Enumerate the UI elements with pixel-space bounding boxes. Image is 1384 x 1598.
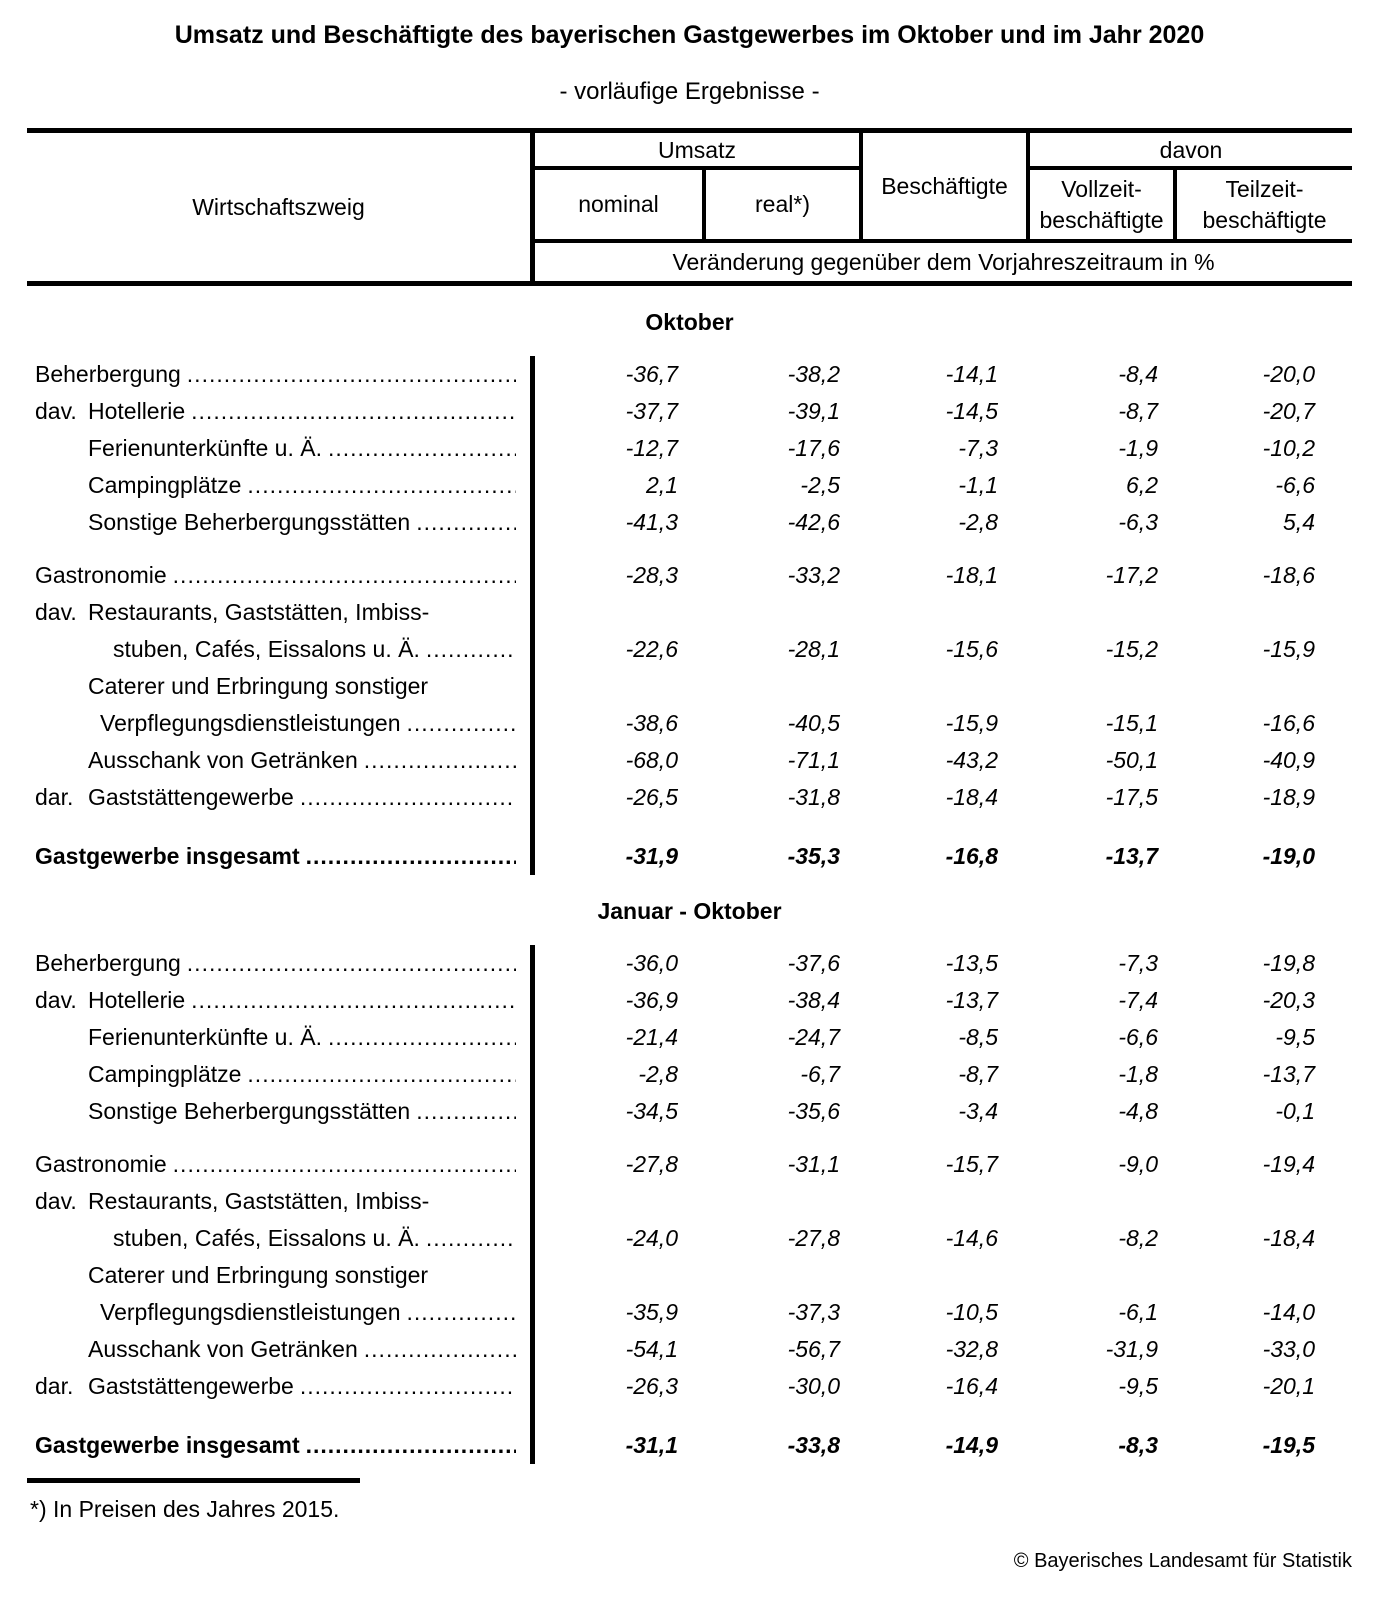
dot-leader: [300, 1368, 516, 1405]
value-cell-empty: [860, 1183, 1028, 1220]
value-cell: -24,7: [787, 1024, 840, 1050]
value-cell: -6,7: [800, 1061, 840, 1087]
value-cell: -17,2: [1105, 562, 1158, 588]
value-cell: -35,9: [625, 1299, 678, 1325]
value-cell: -7,3: [958, 435, 998, 461]
column-header-vollzeit: [1030, 170, 1173, 239]
row-label: Caterer und Erbringung sonstiger: [88, 1262, 429, 1288]
value-cell-empty: [530, 1183, 702, 1220]
dot-leader: [364, 742, 516, 779]
value-cell: -27,8: [787, 1225, 840, 1251]
table-row: [27, 504, 1352, 541]
value-cell: -36,0: [625, 950, 678, 976]
value-cell: -31,1: [625, 1432, 678, 1458]
value-cell: -35,3: [787, 843, 840, 869]
value-cell: -12,7: [625, 435, 678, 461]
column-header-teilzeit: [1177, 170, 1352, 239]
row-label: Beherbergung: [35, 950, 181, 976]
value-cell: -24,0: [625, 1225, 678, 1251]
page-title: Umsatz und Beschäftigte des bayerischen Gastgewerbes im Oktober und im Jahr 2020: [174, 21, 1205, 49]
table-row: [27, 356, 1352, 393]
value-cell: -33,0: [1262, 1336, 1315, 1362]
row-label: Ausschank von Getränken: [88, 747, 358, 773]
row-line: [27, 504, 1352, 541]
dot-leader: [191, 393, 516, 430]
row-label: Gastgewerbe insgesamt: [35, 1432, 300, 1458]
dot-leader: [306, 838, 516, 875]
value-cell: -6,6: [1275, 472, 1315, 498]
value-cell-empty: [530, 1257, 702, 1294]
row-label: Ausschank von Getränken: [88, 1336, 358, 1362]
row-label: Gastgewerbe insgesamt: [35, 843, 300, 869]
value-cell-empty: [860, 668, 1028, 705]
label-cell: [27, 982, 530, 1019]
label-cell: [27, 504, 530, 541]
value-cell: -8,4: [1118, 361, 1158, 387]
label-cell: [27, 1183, 530, 1220]
dot-leader: [407, 705, 516, 742]
row-line: [27, 1427, 1352, 1464]
copyright: © Bayerisches Landesamt für Statistik: [1013, 1550, 1352, 1572]
value-cell-empty: [530, 668, 702, 705]
value-cell: -13,7: [1105, 843, 1158, 869]
value-cell: -19,8: [1262, 950, 1315, 976]
value-cell: -18,1: [945, 562, 998, 588]
value-cell: -2,5: [800, 472, 840, 498]
value-cell: -33,2: [787, 562, 840, 588]
label-cell: [27, 1146, 530, 1183]
value-cell: -1,1: [958, 472, 998, 498]
value-cell: -16,4: [945, 1373, 998, 1399]
section-heading: Oktober: [645, 309, 734, 335]
value-cell-empty: [530, 594, 702, 631]
table-row: [27, 1183, 1352, 1257]
value-cell: -0,1: [1275, 1098, 1315, 1124]
value-cell: -18,9: [1262, 784, 1315, 810]
value-cell: -20,0: [1262, 361, 1315, 387]
value-cell: -18,4: [945, 784, 998, 810]
value-cell: -15,6: [945, 636, 998, 662]
dot-leader: [187, 356, 516, 393]
value-cell: -16,6: [1262, 710, 1315, 736]
value-cell: -31,8: [787, 784, 840, 810]
value-cell-empty: [702, 668, 860, 705]
row-line: [27, 1183, 1352, 1220]
label-cell: [27, 1331, 530, 1368]
value-cell: -14,9: [945, 1432, 998, 1458]
row-prefix: dav.: [35, 398, 77, 424]
value-cell: -31,9: [1105, 1336, 1158, 1362]
label-cell: [27, 1093, 530, 1130]
row-label: Caterer und Erbringung sonstiger: [88, 673, 429, 699]
page-subtitle: - vorläufige Ergebnisse -: [559, 78, 820, 105]
label-cell: [27, 467, 530, 504]
value-cell: -27,8: [625, 1151, 678, 1177]
value-cell-empty: [702, 1257, 860, 1294]
value-cell: -14,1: [945, 361, 998, 387]
dot-leader: [416, 504, 516, 541]
table-header: [27, 128, 1352, 286]
label-cell: [27, 945, 530, 982]
row-line: [27, 631, 1352, 668]
row-label: Sonstige Beherbergungsstätten: [88, 509, 411, 535]
row-label: Hotellerie: [88, 398, 186, 424]
table-row: [27, 594, 1352, 668]
dot-leader: [173, 557, 516, 594]
label-cell: [27, 1427, 530, 1464]
row-line: [27, 982, 1352, 1019]
row-prefix: dar.: [35, 1373, 74, 1399]
value-cell: -28,3: [625, 562, 678, 588]
row-label: Hotellerie: [88, 987, 186, 1013]
row-line: [27, 356, 1352, 393]
value-cell: -19,0: [1262, 843, 1315, 869]
value-cell: -26,3: [625, 1373, 678, 1399]
value-cell: -38,4: [787, 987, 840, 1013]
row-label: Sonstige Beherbergungsstätten: [88, 1098, 411, 1124]
value-cell-empty: [860, 594, 1028, 631]
row-line: [27, 1093, 1352, 1130]
section-rows: [27, 356, 1352, 875]
value-cell: -22,6: [625, 636, 678, 662]
row-prefix: dav.: [35, 1188, 77, 1214]
label-cell: [27, 393, 530, 430]
row-line: [27, 705, 1352, 742]
dot-leader: [247, 1056, 516, 1093]
value-cell: -8,7: [1118, 398, 1158, 424]
dot-leader: [300, 779, 516, 816]
value-cell: -31,9: [625, 843, 678, 869]
row-line: [27, 945, 1352, 982]
value-cell: -8,5: [958, 1024, 998, 1050]
value-cell: -30,0: [787, 1373, 840, 1399]
dot-leader: [247, 467, 516, 504]
value-cell: -1,8: [1118, 1061, 1158, 1087]
value-cell: -38,6: [625, 710, 678, 736]
value-cell: -14,0: [1262, 1299, 1315, 1325]
value-cell: 2,1: [646, 472, 678, 498]
value-cell: -37,7: [625, 398, 678, 424]
value-cell: -13,5: [945, 950, 998, 976]
table-row: [27, 838, 1352, 875]
row-label: Beherbergung: [35, 361, 181, 387]
row-line: [27, 557, 1352, 594]
table-row: [27, 430, 1352, 467]
value-cell: -17,5: [1105, 784, 1158, 810]
column-group-davon: davon: [1159, 137, 1223, 163]
row-line: [27, 594, 1352, 631]
table-row: [27, 1368, 1352, 1405]
teilzeit-label-line2: beschäftigte: [1202, 206, 1327, 233]
value-cell: -2,8: [638, 1061, 678, 1087]
row-line: [27, 668, 1352, 705]
value-cell: -9,5: [1118, 1373, 1158, 1399]
label-cell: [27, 356, 530, 393]
value-cell: -9,0: [1118, 1151, 1158, 1177]
row-line: [27, 430, 1352, 467]
row-prefix: dav.: [35, 987, 77, 1013]
row-label: Campingplätze: [88, 1061, 242, 1087]
value-cell: -34,5: [625, 1098, 678, 1124]
value-cell: -10,2: [1262, 435, 1315, 461]
table-row: [27, 1093, 1352, 1130]
dot-leader: [426, 1220, 516, 1257]
value-cell: -19,4: [1262, 1151, 1315, 1177]
column-header-nominal: nominal: [578, 191, 659, 217]
dot-leader: [191, 982, 516, 1019]
value-cell: -32,8: [945, 1336, 998, 1362]
value-cell: -56,7: [787, 1336, 840, 1362]
label-cell: [27, 557, 530, 594]
row-line: [27, 1368, 1352, 1405]
table-row: [27, 742, 1352, 779]
table-row: [27, 467, 1352, 504]
row-line: [27, 1220, 1352, 1257]
table-row: [27, 1257, 1352, 1331]
row-label: Gastronomie: [35, 1151, 167, 1177]
label-cell: [27, 838, 530, 875]
dot-leader: [306, 1427, 516, 1464]
row-label: Gaststättengewerbe: [88, 784, 294, 810]
value-cell: -21,4: [625, 1024, 678, 1050]
value-cell: -54,1: [625, 1336, 678, 1362]
table-row: [27, 1019, 1352, 1056]
value-cell: -26,5: [625, 784, 678, 810]
value-cell-empty: [702, 1183, 860, 1220]
label-cell: [27, 1019, 530, 1056]
value-cell: -4,8: [1118, 1098, 1158, 1124]
value-cell: -36,9: [625, 987, 678, 1013]
value-cell: -6,3: [1118, 509, 1158, 535]
value-cell: -71,1: [787, 747, 840, 773]
value-cell: -10,5: [945, 1299, 998, 1325]
table-row: [27, 557, 1352, 594]
unit-row: Veränderung gegenüber dem Vorjahreszeitraum in %: [672, 249, 1215, 275]
table-row: [27, 945, 1352, 982]
teilzeit-label-line1: Teilzeit-: [1225, 175, 1304, 202]
value-cell: -17,6: [787, 435, 840, 461]
value-cell: -31,1: [787, 1151, 840, 1177]
row-line: [27, 742, 1352, 779]
table-row: [27, 668, 1352, 742]
value-cell: -41,3: [625, 509, 678, 535]
value-cell-empty: [702, 594, 860, 631]
value-cell: -14,5: [945, 398, 998, 424]
vollzeit-label-line1: Vollzeit-: [1061, 175, 1142, 202]
value-cell: -7,4: [1118, 987, 1158, 1013]
value-cell: -40,5: [787, 710, 840, 736]
dot-leader: [173, 1146, 516, 1183]
value-cell: -39,1: [787, 398, 840, 424]
value-cell-empty: [1175, 668, 1352, 705]
value-cell: -15,2: [1105, 636, 1158, 662]
label-cell: [27, 430, 530, 467]
row-label: Restaurants, Gaststätten, Imbiss-: [88, 599, 430, 625]
value-cell: -68,0: [625, 747, 678, 773]
value-cell: -50,1: [1105, 747, 1158, 773]
value-cell: -37,6: [787, 950, 840, 976]
value-cell: -15,7: [945, 1151, 998, 1177]
dot-leader: [407, 1294, 516, 1331]
row-line: [27, 1056, 1352, 1093]
label-cell: [27, 779, 530, 816]
row-line: [27, 467, 1352, 504]
value-cell: -7,3: [1118, 950, 1158, 976]
value-cell: -18,4: [1262, 1225, 1315, 1251]
value-cell: -9,5: [1275, 1024, 1315, 1050]
value-cell-empty: [1028, 668, 1175, 705]
label-cell: [27, 594, 530, 631]
value-cell: 6,2: [1126, 472, 1158, 498]
value-cell: 5,4: [1283, 509, 1315, 535]
value-cell: -6,1: [1118, 1299, 1158, 1325]
value-cell-empty: [1028, 594, 1175, 631]
table-row: [27, 1146, 1352, 1183]
value-cell: -37,3: [787, 1299, 840, 1325]
value-cell: -15,9: [1262, 636, 1315, 662]
dot-leader: [328, 430, 516, 467]
row-line: [27, 838, 1352, 875]
dot-leader: [187, 945, 516, 982]
value-cell: -33,8: [787, 1432, 840, 1458]
value-cell-empty: [1175, 1257, 1352, 1294]
value-cell: -19,5: [1262, 1432, 1315, 1458]
value-cell: -18,6: [1262, 562, 1315, 588]
value-cell-empty: [1175, 594, 1352, 631]
column-header-beschaeftigte: Beschäftigte: [881, 172, 1008, 199]
table-row: [27, 982, 1352, 1019]
row-label: Verpflegungsdienstleistungen: [100, 710, 401, 736]
value-cell-empty: [1028, 1183, 1175, 1220]
value-cell: -35,6: [787, 1098, 840, 1124]
section-heading: Januar - Oktober: [597, 898, 782, 924]
label-cell: [27, 1368, 530, 1405]
row-label: stuben, Cafés, Eissalons u. Ä.: [113, 636, 420, 662]
table-row: [27, 1427, 1352, 1464]
row-label: Gastronomie: [35, 562, 167, 588]
label-cell: [27, 668, 530, 705]
value-cell: -13,7: [945, 987, 998, 1013]
value-cell: -8,2: [1118, 1225, 1158, 1251]
footnote: *) In Preisen des Jahres 2015.: [30, 1496, 340, 1522]
row-line: [27, 1257, 1352, 1294]
dot-leader: [416, 1093, 516, 1130]
label-cell: [27, 1257, 530, 1294]
row-label: Verpflegungsdienstleistungen: [100, 1299, 401, 1325]
value-cell: -36,7: [625, 361, 678, 387]
value-cell: -16,8: [945, 843, 998, 869]
value-cell: -14,6: [945, 1225, 998, 1251]
value-cell: -2,8: [958, 509, 998, 535]
value-cell: -3,4: [958, 1098, 998, 1124]
row-prefix: dav.: [35, 599, 77, 625]
row-line: [27, 779, 1352, 816]
row-line: [27, 1019, 1352, 1056]
value-cell: -13,7: [1262, 1061, 1315, 1087]
value-cell: -1,9: [1118, 435, 1158, 461]
label-cell: [27, 705, 530, 742]
row-line: [27, 1331, 1352, 1368]
value-cell: -40,9: [1262, 747, 1315, 773]
table-row: [27, 1331, 1352, 1368]
dot-leader: [426, 631, 516, 668]
row-label: stuben, Cafés, Eissalons u. Ä.: [113, 1225, 420, 1251]
row-prefix: dar.: [35, 784, 74, 810]
value-cell: -15,1: [1105, 710, 1158, 736]
label-cell: [27, 631, 530, 668]
table-row: [27, 779, 1352, 816]
row-line: [27, 1146, 1352, 1183]
value-cell-empty: [1028, 1257, 1175, 1294]
value-cell: -8,3: [1118, 1432, 1158, 1458]
value-cell: -8,7: [958, 1061, 998, 1087]
dot-leader: [364, 1331, 516, 1368]
column-group-umsatz: Umsatz: [658, 137, 736, 163]
value-cell: -42,6: [787, 509, 840, 535]
row-label: Gaststättengewerbe: [88, 1373, 294, 1399]
section-rows: [27, 945, 1352, 1464]
row-label: Restaurants, Gaststätten, Imbiss-: [88, 1188, 430, 1214]
column-header-real: real*): [755, 191, 810, 217]
column-header-wirtschaftszweig: Wirtschaftszweig: [192, 193, 365, 220]
label-cell: [27, 1294, 530, 1331]
row-label: Ferienunterkünfte u. Ä.: [88, 1024, 322, 1050]
row-label: Ferienunterkünfte u. Ä.: [88, 435, 322, 461]
label-cell: [27, 742, 530, 779]
value-cell-empty: [1175, 1183, 1352, 1220]
row-line: [27, 393, 1352, 430]
value-cell: -6,6: [1118, 1024, 1158, 1050]
value-cell: -43,2: [945, 747, 998, 773]
value-cell: -38,2: [787, 361, 840, 387]
footnote-rule: [27, 1478, 360, 1483]
table-body: [27, 308, 1352, 1464]
value-cell-empty: [860, 1257, 1028, 1294]
value-cell: -20,7: [1262, 398, 1315, 424]
value-cell: -20,1: [1262, 1373, 1315, 1399]
dot-leader: [328, 1019, 516, 1056]
table-row: [27, 393, 1352, 430]
value-cell: -15,9: [945, 710, 998, 736]
vollzeit-label-line2: beschäftigte: [1039, 206, 1164, 233]
value-cell: -28,1: [787, 636, 840, 662]
label-cell: [27, 1056, 530, 1093]
table-row: [27, 1056, 1352, 1093]
row-label: Campingplätze: [88, 472, 242, 498]
row-line: [27, 1294, 1352, 1331]
label-cell: [27, 1220, 530, 1257]
value-cell: -20,3: [1262, 987, 1315, 1013]
